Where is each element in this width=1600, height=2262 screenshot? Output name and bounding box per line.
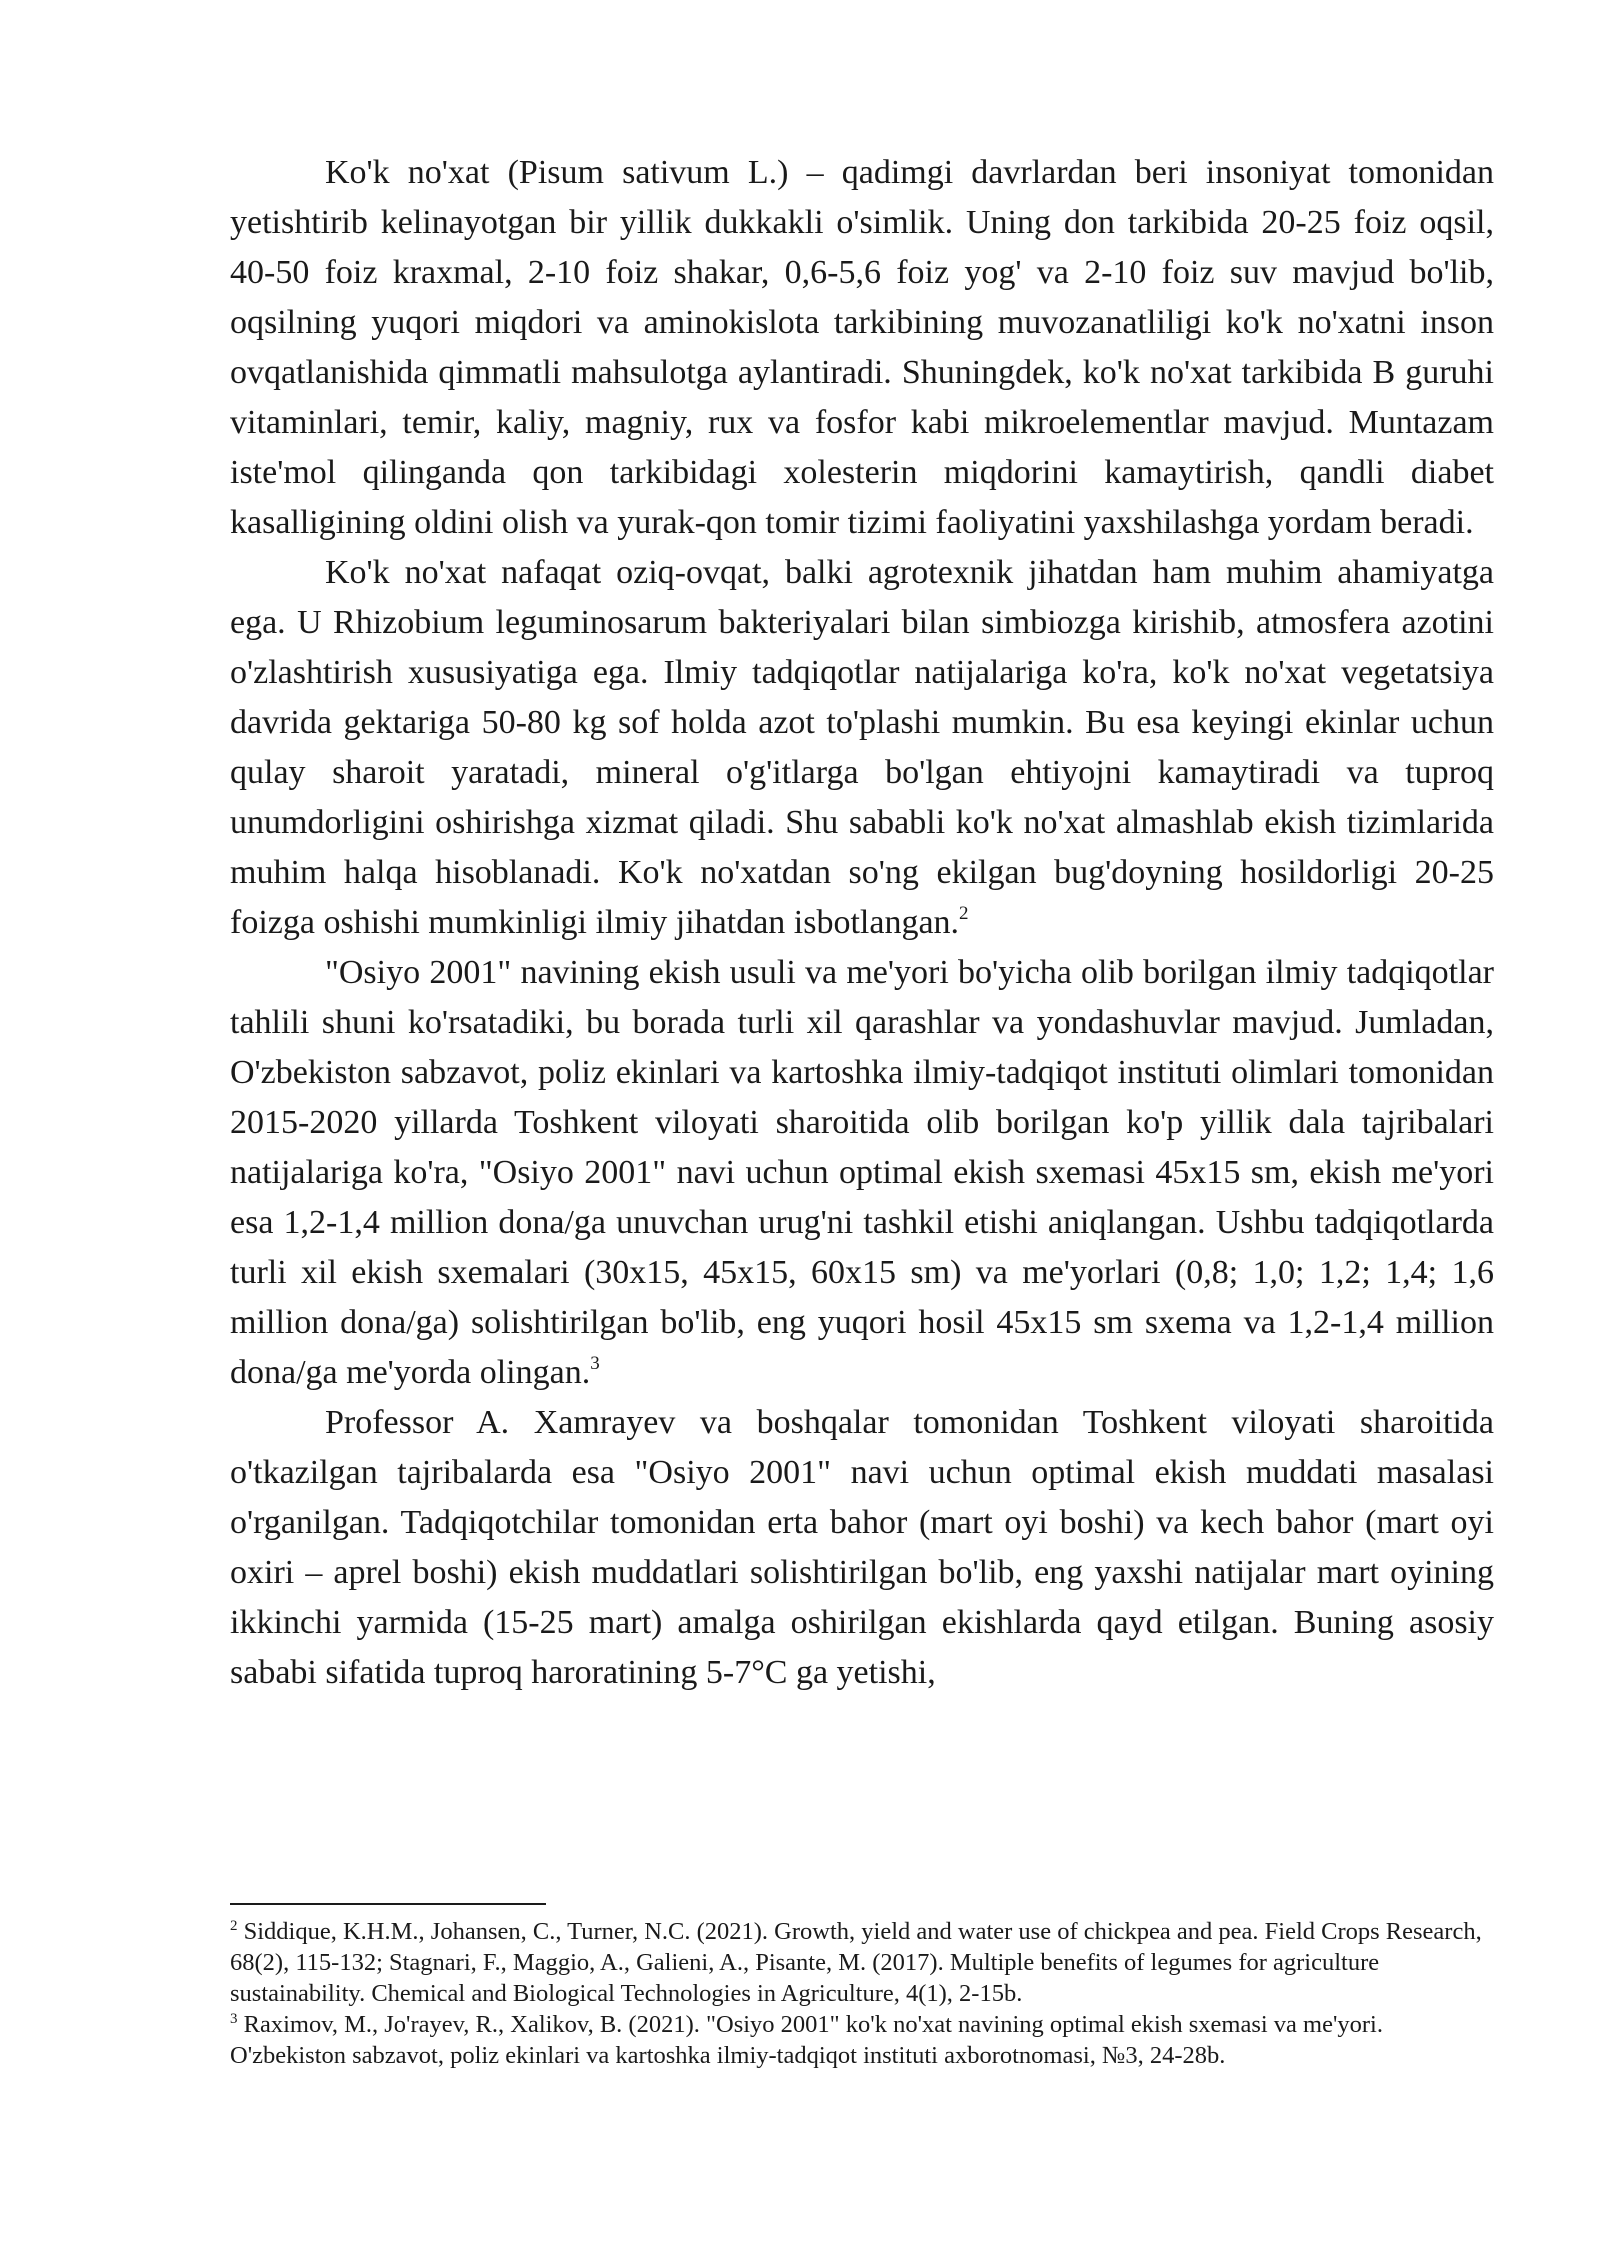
document-body [230, 148, 1494, 1698]
paragraph-2-text: Ko'k no'xat nafaqat oziq-ovqat, balki agrotexnik jihatdan ham muhim ahamiyatga ega. U Rhizobium leguminosarum bakteriyalari bilan simbiozga kirishib, atmosfera azotini o'zlashtirish xususiyatiga ega. Ilmiy tadqiqotlar natijalariga ko'ra, ko'k no'xat vegetatsiya davrida gektariga 50-80 kg sof holda azot to'plashi mumkin. Bu esa keyingi ekinlar uchun qulay sharoit yaratadi, mineral o'g'itlarga bo'lgan ehtiyojni kamaytiradi va tuproq unumdorligini oshirishga xizmat qiladi. Shu sababli ko'k no'xat almashlab ekish tizimlarida muhim halqa hisoblanadi. Ko'k no'xatdan so'ng ekilgan bug'doyning hosildorligi 20-25 foizga oshishi mumkinligi ilmiy jihatdan isbotlangan. [230, 554, 1494, 941]
footnote-2-text: Siddique, K.H.M., Johansen, C., Turner, N.C. (2021). Growth, yield and water use of chickpea and pea. Field Crops Research, 68(2), 115-132; Stagnari, F., Maggio, A., Galieni, A., Pisante, M. (2017). Multiple benefits of legumes for agriculture sustainability. Chemical and Biological Technologies in Agriculture, 4(1), 2-15b. [230, 1918, 1482, 2007]
footnote-3-text: Raximov, M., Jo'rayev, R., Xalikov, B. (2021). "Osiyo 2001" ko'k no'xat navining optimal ekish sxemasi va me'yori. O'zbekiston sabzavot, poliz ekinlari va kartoshka ilmiy-tadqiqot instituti axborotnomasi, №3, 24-28b. [230, 2011, 1383, 2069]
paragraph-2 [230, 548, 1494, 948]
footnote-reference-2: 2 [959, 903, 969, 924]
paragraph-1-text: Ko'k no'xat (Pisum sativum L.) – qadimgi davrlardan beri insoniyat tomonidan yetishtirib kelinayotgan bir yillik dukkakli o'simlik. Uning don tarkibida 20-25 foiz oqsil, 40-50 foiz kraxmal, 2-10 foiz shakar, 0,6-5,6 foiz yog' va 2-10 foiz suv mavjud bo'lib, oqsilning yuqori miqdori va aminokislota tarkibining muvozanatliligi ko'k no'xatni inson ovqatlanishida qimmatli mahsulotga aylantiradi. Shuningdek, ko'k no'xat tarkibida B guruhi vitaminlari, temir, kaliy, magniy, rux va fosfor kabi mikroelementlar mavjud. Muntazam iste'mol qilinganda qon tarkibidagi xolesterin miqdorini kamaytirish, qandli diabet kasalligining oldini olish va yurak-qon tomir tizimi faoliyatini yaxshilashga yordam beradi. [230, 154, 1494, 541]
paragraph-3-text: "Osiyo 2001" navining ekish usuli va me'yori bo'yicha olib borilgan ilmiy tadqiqotlar tahlili shuni ko'rsatadiki, bu borada turli xil qarashlar va yondashuvlar mavjud. Jumladan, O'zbekiston sabzavot, poliz ekinlari va kartoshka ilmiy-tadqiqot instituti olimlari tomonidan 2015-2020 yillarda Toshkent viloyati sharoitida olib borilgan ko'p yillik dala tajribalari natijalariga ko'ra, "Osiyo 2001" navi uchun optimal ekish sxemasi 45x15 sm, ekish me'yori esa 1,2-1,4 million dona/ga unuvchan urug'ni tashkil etishi aniqlangan. Ushbu tadqiqotlarda turli xil ekish sxemalari (30x15, 45x15, 60x15 sm) va me'yorlari (0,8; 1,0; 1,2; 1,4; 1,6 million dona/ga) solishtirilgan bo'lib, eng yuqori hosil 45x15 sm sxema va 1,2-1,4 million dona/ga me'yorda olingan. [230, 954, 1494, 1391]
paragraph-4 [230, 1398, 1494, 1698]
paragraph-3 [230, 948, 1494, 1398]
footnotes [230, 1916, 1494, 2071]
paragraph-4-text: Professor A. Xamrayev va boshqalar tomonidan Toshkent viloyati sharoitida o'tkazilgan tajribalarda esa "Osiyo 2001" navi uchun optimal ekish muddati masalasi o'rganilgan. Tadqiqotchilar tomonidan erta bahor (mart oyi boshi) va kech bahor (mart oyi oxiri – aprel boshi) ekish muddatlari solishtirilgan bo'lib, eng yaxshi natijalar mart oyining ikkinchi yarmida (15-25 mart) amalga oshirilgan ekishlarda qayd etilgan. Buning asosiy sababi sifatida tuproq haroratining 5-7°C ga yetishi, [230, 1404, 1494, 1691]
paragraph-1 [230, 148, 1494, 548]
footnote-reference-3: 3 [590, 1353, 600, 1374]
footnote-2-number: 2 [230, 1918, 238, 1934]
footnote-2 [230, 1916, 1494, 2009]
footnote-separator [230, 1903, 546, 1905]
footnote-3 [230, 2009, 1494, 2071]
footnote-3-number: 3 [230, 2011, 238, 2027]
